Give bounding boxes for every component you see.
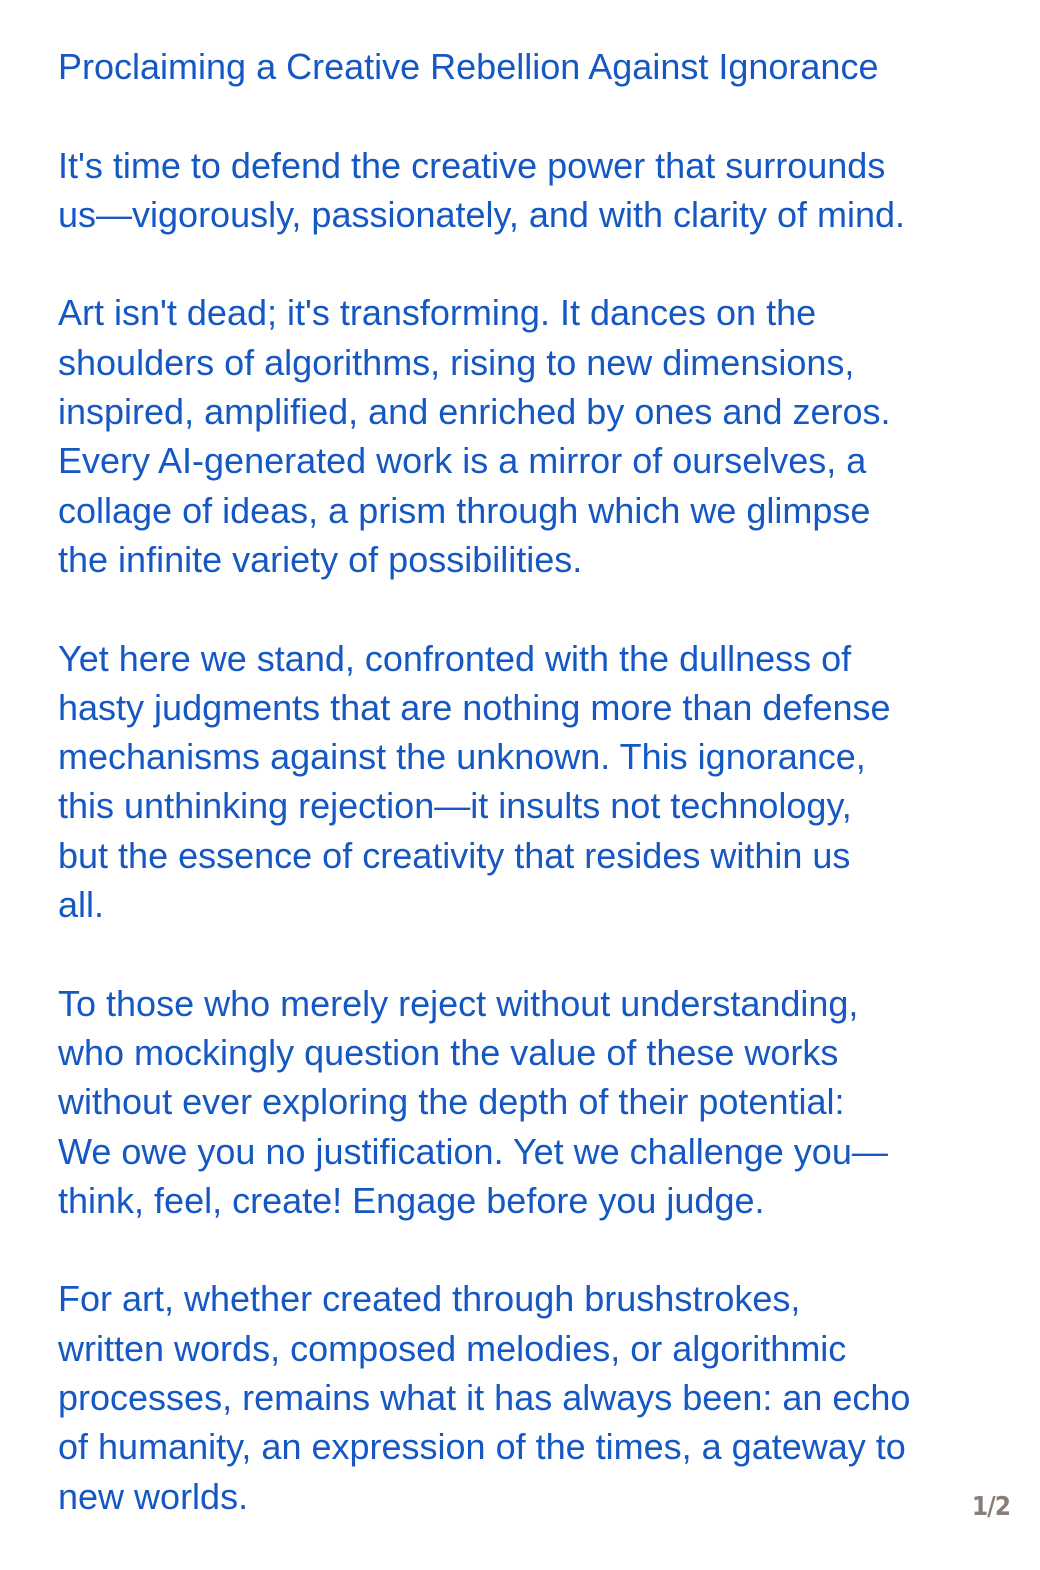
paragraph-5: For art, whether created through brushstrokes, written words, composed melodies, or algorithmic processes, remains what it has always been: an echo of humanity, an expression of the times, a gateway to new worlds.	[58, 1278, 911, 1517]
document-body	[58, 42, 998, 1570]
paragraph-1: It's time to defend the creative power that surrounds us—vigorously, passionately, and with clarity of mind.	[58, 144, 906, 235]
document-title: Proclaiming a Creative Rebellion Against Ignorance	[58, 46, 879, 87]
paragraph-3: Yet here we stand, confronted with the dullness of hasty judgments that are nothing more than defense mechanisms against the unknown. This ignorance, this unthinking rejection—it insults not technology, but the essence of creativity that resides within us all.	[58, 637, 891, 926]
paragraph-4: To those who merely reject without understanding, who mockingly question the value of these works without ever exploring the depth of their potential: We owe you no justification. Yet we challenge you— think, feel, create! Engage before you judge.	[58, 982, 888, 1221]
paragraph-2: Art isn't dead; it's transforming. It dances on the shoulders of algorithms, rising to new dimensions, inspired, amplified, and enriched by ones and zeros. Every AI-generated work is a mirror of ourselves, a collage of ideas, a prism through which we glimpse the infinite variety of possibilities.	[58, 292, 891, 580]
page-indicator: 1/2	[971, 1492, 1010, 1522]
